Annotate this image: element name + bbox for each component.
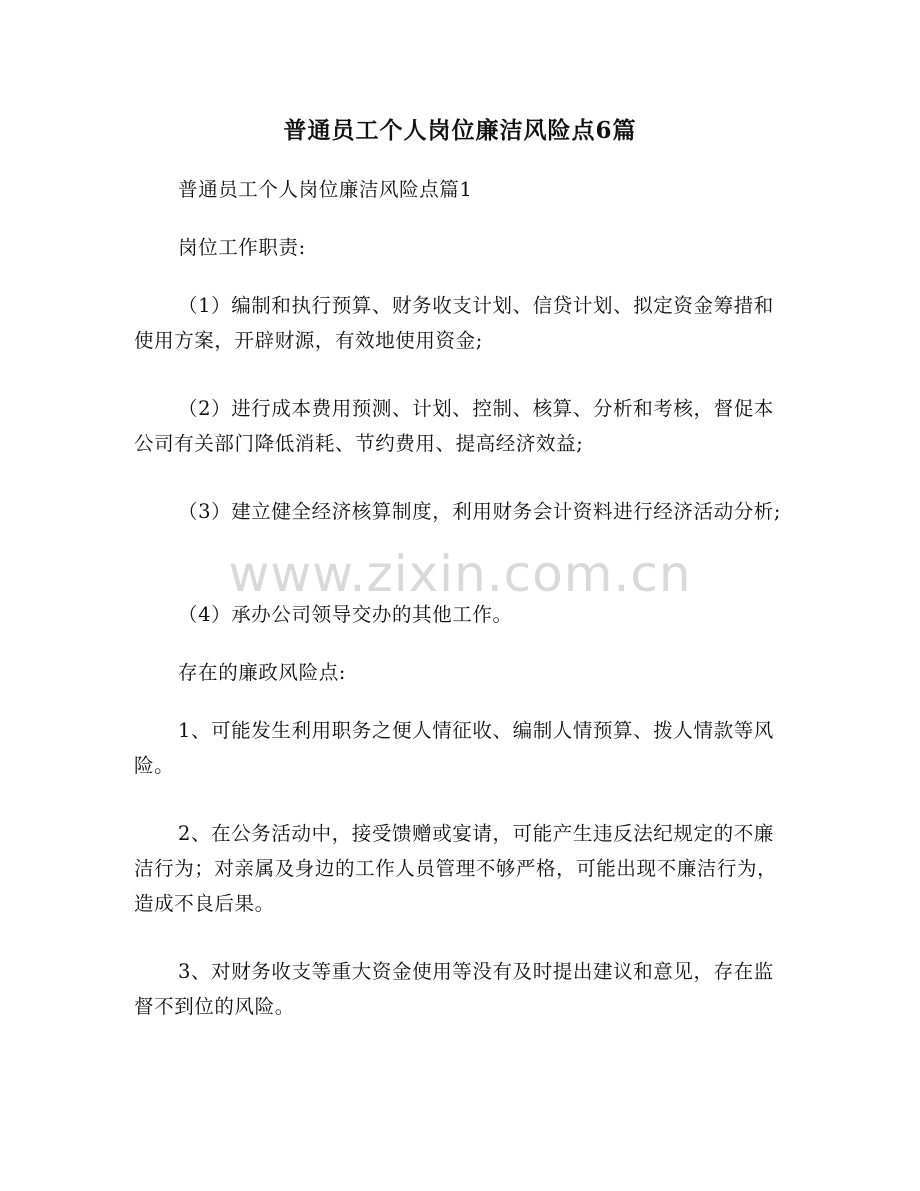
paragraph-duties-heading: 岗位工作职责: [178,236,306,259]
paragraph-risk-3: 3、对财务收支等重大资金使用等没有及时提出建议和意见，存在监督不到位的风险。 [134,960,774,1018]
document-title: 普通员工个人岗位廉洁风险点6篇 [283,117,637,144]
paragraph-risk-1: 1、可能发生利用职务之便人情征收、编制人情预算、拨人情款等风险。 [134,719,774,777]
paragraph-risk-2: 2、在公务活动中，接受馈赠或宴请，可能产生违反法纪规定的不廉洁行为；对亲属及身边的工作人员管理不够严格，可能出现不廉洁行为，造成不良后果。 [134,822,778,915]
paragraph-risks-heading: 存在的廉政风险点: [178,661,346,684]
watermark: www.zixin.com.cn [228,545,692,603]
paragraph-duty-3: （3）建立健全经济核算制度，利用财务会计资料进行经济活动分析; [178,500,782,523]
paragraph-duty-2: （2）进行成本费用预测、计划、控制、核算、分析和考核，督促本公司有关部门降低消耗、节约费用、提高经济效益; [134,397,774,455]
paragraph-duty-4: （4）承办公司领导交办的其他工作。 [178,603,513,626]
paragraph-duty-1: （1）编制和执行预算、财务收支计划、信贷计划、拟定资金筹措和使用方案，开辟财源，有效地使用资金; [134,294,774,352]
section-heading: 普通员工个人岗位廉洁风险点篇1 [178,178,473,201]
